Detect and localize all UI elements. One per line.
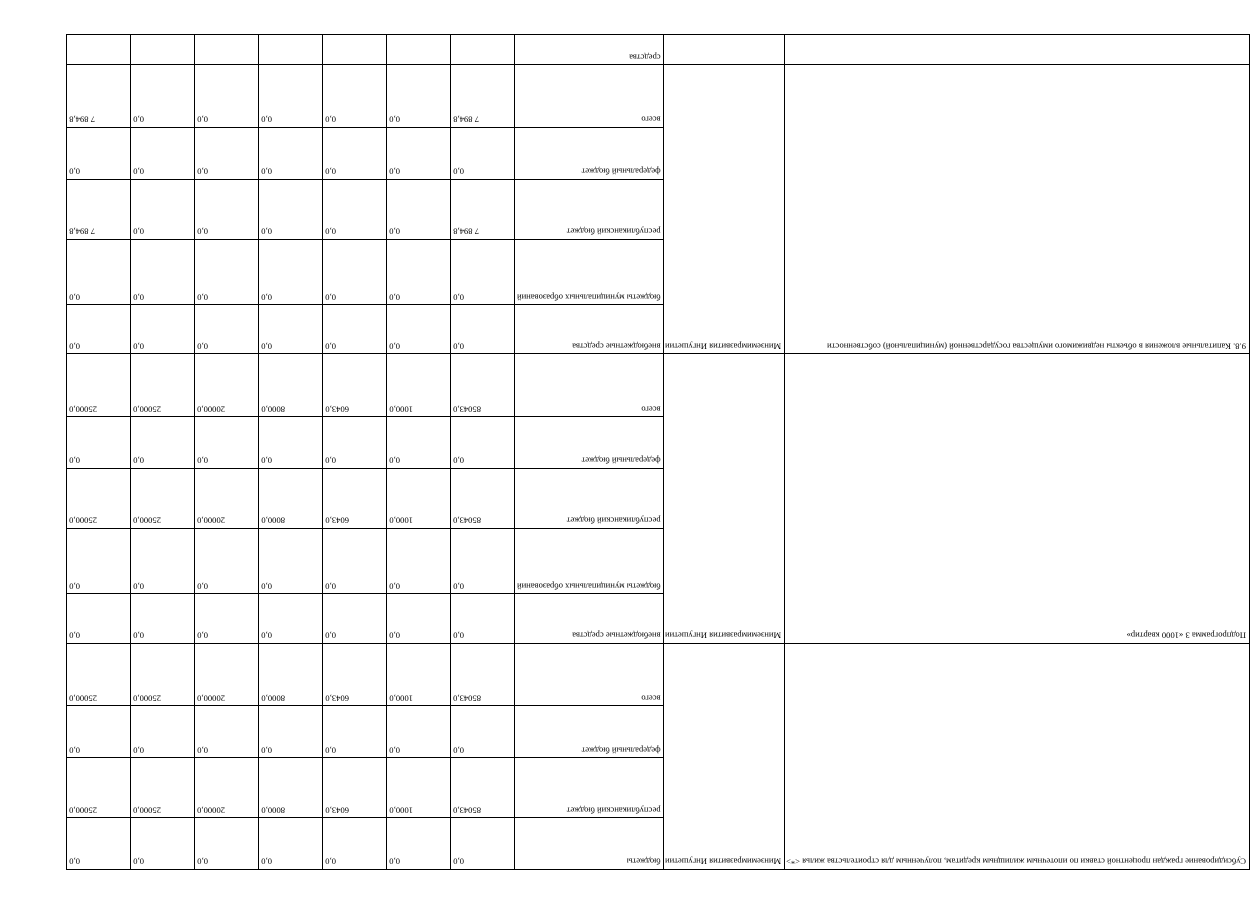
amount-value: 0,0: [453, 630, 464, 641]
amount-value: 0,0: [197, 455, 208, 466]
value-cell: [131, 179, 195, 239]
funding-source: республиканский бюджет: [566, 226, 661, 237]
amount-value: 8000,0: [261, 404, 285, 415]
amount-value: 7 894,8: [453, 226, 479, 237]
amount-value: 20000,0: [197, 515, 225, 526]
amount-value: 85043,0: [453, 404, 481, 415]
value-cell: [67, 65, 131, 128]
value-cell: [451, 179, 515, 239]
value-cell: [323, 758, 387, 818]
value-cell: [67, 818, 131, 870]
amount-value: 0,0: [197, 581, 208, 592]
amount-value: 7 894,8: [69, 114, 95, 125]
source-cell: [515, 305, 664, 354]
value-cell: [387, 354, 451, 417]
value-cell: [131, 468, 195, 528]
amount-value: 0,0: [325, 166, 336, 177]
amount-value: 0,0: [69, 166, 80, 177]
value-cell: [259, 354, 323, 417]
amount-value: 0,0: [261, 114, 272, 125]
executor-name: Минземимразвития Ингушетии: [665, 341, 782, 352]
value-cell: [67, 468, 131, 528]
value-cell: [387, 179, 451, 239]
source-cell: [515, 417, 664, 469]
amount-value: 0,0: [261, 292, 272, 303]
value-cell: [387, 239, 451, 304]
amount-value: 8000,0: [261, 515, 285, 526]
value-cell: [131, 239, 195, 304]
source-cell: [515, 127, 664, 179]
source-cell: [515, 354, 664, 417]
value-cell: [67, 305, 131, 354]
value-cell: [323, 35, 387, 65]
amount-value: 0,0: [453, 292, 464, 303]
value-cell: [451, 354, 515, 417]
value-cell: [131, 594, 195, 643]
amount-value: 20000,0: [197, 693, 225, 704]
amount-value: 0,0: [69, 857, 80, 867]
source-cell: [515, 179, 664, 239]
source-cell: [515, 528, 664, 593]
amount-value: 0,0: [69, 745, 80, 756]
value-cell: [323, 706, 387, 758]
amount-value: 0,0: [261, 455, 272, 466]
program-cell: [784, 65, 1249, 354]
value-cell: [259, 417, 323, 469]
table-band-val-4: [195, 35, 259, 870]
value-cell: [195, 528, 259, 593]
value-cell: [387, 127, 451, 179]
amount-value: 0,0: [389, 341, 400, 352]
value-cell: [195, 239, 259, 304]
source-cell: [515, 468, 664, 528]
amount-value: 25000,0: [69, 515, 97, 526]
amount-value: 0,0: [197, 857, 208, 867]
value-cell: [387, 594, 451, 643]
amount-value: 0,0: [133, 292, 144, 303]
amount-value: 0,0: [261, 581, 272, 592]
value-cell: [323, 305, 387, 354]
value-cell: [67, 239, 131, 304]
value-cell: [67, 179, 131, 239]
amount-value: 0,0: [325, 341, 336, 352]
executor-cell: [663, 354, 784, 643]
amount-value: 0,0: [325, 745, 336, 756]
amount-value: 0,0: [389, 745, 400, 756]
executor-cell: [663, 65, 784, 354]
funding-source: федеральный бюджет: [581, 745, 661, 756]
value-cell: [259, 127, 323, 179]
amount-value: 0,0: [389, 226, 400, 237]
value-cell: [323, 594, 387, 643]
value-cell: [451, 528, 515, 593]
amount-value: 0,0: [325, 455, 336, 466]
source-cell: [515, 594, 664, 643]
source-cell: [515, 65, 664, 128]
value-cell: [451, 239, 515, 304]
amount-value: 0,0: [133, 857, 144, 867]
amount-value: 8000,0: [261, 693, 285, 704]
value-cell: [323, 818, 387, 870]
executor-cell: [663, 643, 784, 869]
table-band-val-0: [451, 35, 515, 870]
value-cell: [67, 643, 131, 706]
funding-source: федеральный бюджет: [581, 166, 661, 177]
amount-value: 25000,0: [69, 693, 97, 704]
value-cell: [387, 528, 451, 593]
value-cell: [131, 528, 195, 593]
amount-value: 0,0: [133, 581, 144, 592]
table-band-val-3: [259, 35, 323, 870]
amount-value: 0,0: [389, 455, 400, 466]
amount-value: 1000,0: [389, 515, 413, 526]
executor-name: Минземимразвития Ингушетии: [665, 857, 782, 867]
value-cell: [451, 706, 515, 758]
amount-value: 1000,0: [389, 404, 413, 415]
amount-value: 0,0: [325, 114, 336, 125]
program-name: Субсидирование граждан процентной ставки по ипотечным жилищным кредитам, полученным для строительства жилья <*>: [786, 857, 1247, 867]
amount-value: 0,0: [133, 455, 144, 466]
program-name: Подпрограмма 3 «1000 квартир»: [1127, 630, 1247, 641]
amount-value: 0,0: [453, 455, 464, 466]
amount-value: 0,0: [453, 745, 464, 756]
value-cell: [67, 528, 131, 593]
funding-source: средства: [629, 52, 661, 63]
amount-value: 0,0: [197, 341, 208, 352]
value-cell: [195, 706, 259, 758]
amount-value: 85043,0: [453, 515, 481, 526]
value-cell: [323, 528, 387, 593]
amount-value: 0,0: [453, 341, 464, 352]
value-cell: [387, 305, 451, 354]
amount-value: 25000,0: [133, 515, 161, 526]
value-cell: [131, 643, 195, 706]
funding-source: внебюджетные средства: [572, 630, 661, 641]
value-cell: [259, 818, 323, 870]
amount-value: 0,0: [325, 630, 336, 641]
amount-value: 0,0: [389, 292, 400, 303]
value-cell: [451, 35, 515, 65]
table-band-val-5: [131, 35, 195, 870]
amount-value: 0,0: [389, 166, 400, 177]
amount-value: 85043,0: [453, 693, 481, 704]
rotated-sheet: [66, 35, 1247, 870]
amount-value: 25000,0: [133, 693, 161, 704]
value-cell: [67, 594, 131, 643]
program-cell: [784, 35, 1249, 65]
value-cell: [259, 643, 323, 706]
value-cell: [195, 594, 259, 643]
value-cell: [451, 305, 515, 354]
funding-source: республиканский бюджет: [566, 515, 661, 526]
amount-value: 0,0: [261, 745, 272, 756]
value-cell: [323, 643, 387, 706]
amount-value: 8000,0: [261, 805, 285, 816]
amount-value: 0,0: [389, 630, 400, 641]
value-cell: [131, 35, 195, 65]
amount-value: 7 894,8: [453, 114, 479, 125]
executor-name: Минземимразвития Ингушетии: [665, 630, 782, 641]
funding-source: всего: [641, 404, 661, 415]
amount-value: 25000,0: [69, 404, 97, 415]
amount-value: 25000,0: [133, 404, 161, 415]
table-band-val-1: [387, 35, 451, 870]
amount-value: 0,0: [133, 166, 144, 177]
amount-value: 0,0: [453, 857, 464, 867]
value-cell: [195, 468, 259, 528]
source-cell: [515, 758, 664, 818]
value-cell: [259, 468, 323, 528]
table-band-src: [515, 35, 664, 870]
table-band-val-6: [67, 35, 131, 870]
source-cell: [515, 818, 664, 870]
value-cell: [131, 818, 195, 870]
amount-value: 0,0: [133, 114, 144, 125]
amount-value: 0,0: [453, 166, 464, 177]
value-cell: [323, 127, 387, 179]
amount-value: 0,0: [261, 341, 272, 352]
amount-value: 0,0: [389, 857, 400, 867]
value-cell: [195, 65, 259, 128]
value-cell: [451, 468, 515, 528]
value-cell: [195, 354, 259, 417]
source-cell: [515, 239, 664, 304]
amount-value: 0,0: [261, 166, 272, 177]
amount-value: 0,0: [453, 581, 464, 592]
value-cell: [259, 239, 323, 304]
value-cell: [195, 643, 259, 706]
value-cell: [131, 354, 195, 417]
amount-value: 0,0: [197, 745, 208, 756]
funding-source: бюджеты: [626, 857, 661, 867]
amount-value: 1000,0: [389, 693, 413, 704]
amount-value: 6043,0: [325, 693, 349, 704]
amount-value: 0,0: [261, 857, 272, 867]
value-cell: [195, 35, 259, 65]
value-cell: [259, 305, 323, 354]
amount-value: 20000,0: [197, 404, 225, 415]
table-band-exec: [663, 35, 784, 870]
executor-cell: [663, 35, 784, 65]
amount-value: 25000,0: [69, 805, 97, 816]
value-cell: [131, 65, 195, 128]
value-cell: [67, 127, 131, 179]
value-cell: [131, 305, 195, 354]
program-name: 9.8. Капитальные вложения в объекты недвижимого имущества государственной (муниципальной) собственности: [827, 341, 1247, 352]
value-cell: [195, 127, 259, 179]
amount-value: 0,0: [389, 581, 400, 592]
funding-source: республиканский бюджет: [566, 805, 661, 816]
funding-source: всего: [641, 693, 661, 704]
amount-value: 0,0: [261, 630, 272, 641]
budget-table: [66, 34, 1250, 870]
source-cell: [515, 643, 664, 706]
funding-source: всего: [641, 114, 661, 125]
value-cell: [387, 35, 451, 65]
amount-value: 0,0: [69, 581, 80, 592]
value-cell: [195, 305, 259, 354]
amount-value: 0,0: [325, 292, 336, 303]
value-cell: [131, 127, 195, 179]
value-cell: [387, 468, 451, 528]
funding-source: внебюджетные средства: [572, 341, 661, 352]
value-cell: [259, 528, 323, 593]
value-cell: [387, 417, 451, 469]
value-cell: [323, 468, 387, 528]
value-cell: [67, 35, 131, 65]
amount-value: 0,0: [133, 630, 144, 641]
table-band-prog: [784, 35, 1249, 870]
value-cell: [387, 758, 451, 818]
value-cell: [131, 758, 195, 818]
value-cell: [259, 35, 323, 65]
amount-value: 0,0: [197, 114, 208, 125]
value-cell: [451, 818, 515, 870]
amount-value: 6043,0: [325, 404, 349, 415]
value-cell: [387, 65, 451, 128]
value-cell: [259, 179, 323, 239]
amount-value: 85043,0: [453, 805, 481, 816]
value-cell: [387, 706, 451, 758]
value-cell: [451, 127, 515, 179]
amount-value: 6043,0: [325, 805, 349, 816]
amount-value: 0,0: [69, 455, 80, 466]
amount-value: 0,0: [261, 226, 272, 237]
amount-value: 0,0: [69, 292, 80, 303]
value-cell: [387, 818, 451, 870]
amount-value: 0,0: [325, 226, 336, 237]
value-cell: [451, 758, 515, 818]
value-cell: [259, 594, 323, 643]
amount-value: 0,0: [197, 630, 208, 641]
amount-value: 0,0: [69, 341, 80, 352]
amount-value: 0,0: [69, 630, 80, 641]
value-cell: [131, 706, 195, 758]
amount-value: 0,0: [197, 292, 208, 303]
program-cell: [784, 643, 1249, 869]
value-cell: [67, 758, 131, 818]
amount-value: 0,0: [197, 226, 208, 237]
value-cell: [451, 417, 515, 469]
value-cell: [387, 643, 451, 706]
value-cell: [323, 239, 387, 304]
amount-value: 0,0: [389, 114, 400, 125]
value-cell: [451, 65, 515, 128]
value-cell: [451, 643, 515, 706]
value-cell: [195, 758, 259, 818]
funding-source: бюджеты муниципальных образований: [517, 581, 661, 592]
value-cell: [195, 417, 259, 469]
value-cell: [259, 65, 323, 128]
amount-value: 0,0: [197, 166, 208, 177]
source-cell: [515, 706, 664, 758]
value-cell: [131, 417, 195, 469]
table-band-val-2: [323, 35, 387, 870]
value-cell: [67, 417, 131, 469]
amount-value: 0,0: [325, 581, 336, 592]
funding-source: федеральный бюджет: [581, 455, 661, 466]
value-cell: [195, 818, 259, 870]
amount-value: 0,0: [133, 745, 144, 756]
value-cell: [323, 417, 387, 469]
value-cell: [195, 179, 259, 239]
value-cell: [323, 179, 387, 239]
amount-value: 0,0: [133, 226, 144, 237]
amount-value: 1000,0: [389, 805, 413, 816]
amount-value: 20000,0: [197, 805, 225, 816]
value-cell: [451, 594, 515, 643]
value-cell: [323, 354, 387, 417]
value-cell: [259, 758, 323, 818]
amount-value: 6043,0: [325, 515, 349, 526]
source-cell: [515, 35, 664, 65]
amount-value: 7 894,8: [69, 226, 95, 237]
amount-value: 0,0: [325, 857, 336, 867]
value-cell: [259, 706, 323, 758]
value-cell: [67, 706, 131, 758]
funding-source: бюджеты муниципальных образований: [517, 292, 661, 303]
program-cell: [784, 354, 1249, 643]
amount-value: 25000,0: [133, 805, 161, 816]
value-cell: [323, 65, 387, 128]
value-cell: [67, 354, 131, 417]
amount-value: 0,0: [133, 341, 144, 352]
